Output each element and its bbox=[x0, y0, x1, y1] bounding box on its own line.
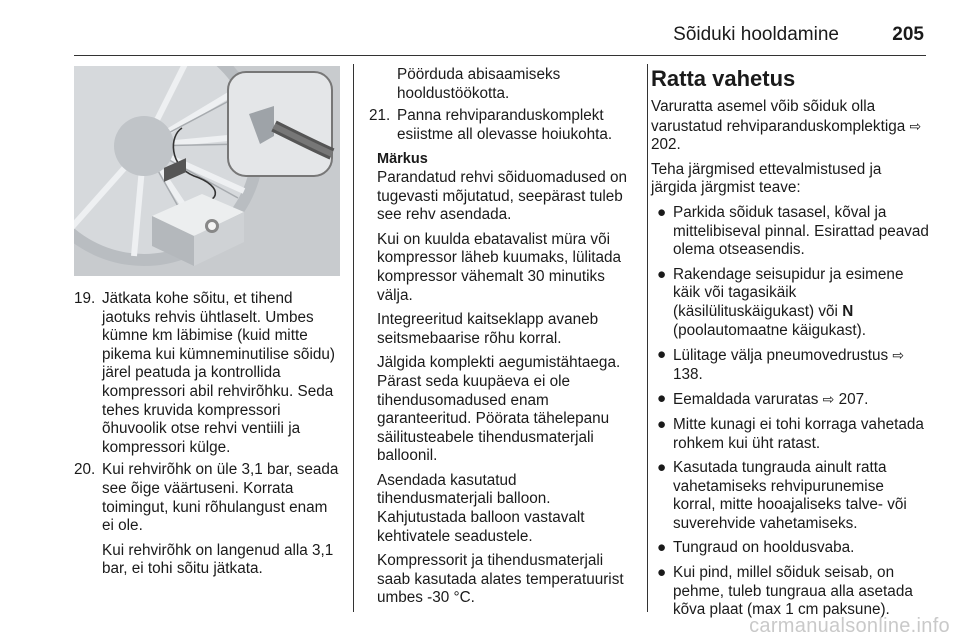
step-subtext: Kui rehvirõhk on langenud alla 3,1 bar, ei tohi sõitu jätkata. bbox=[102, 541, 334, 578]
step-text: Kui rehvirõhk on üle 3,1 bar, seada see õige väärtuseni. Korrata toimingut, kuni rõhulangust enam ei ole. bbox=[102, 461, 339, 535]
step-text: Jätkata kohe sõitu, et tihend jaotuks rehvis ühtlaselt. Umbes kümne km läbimise (kuid mitte pikema kui kümneminutilise sõidu) järel peatuda ja kontrollida kompressori abil rehvirõhku. Seda tehes kruvida kompressori õhuvoolik otse rehvi ventiili ja kompressori külge. bbox=[102, 290, 335, 456]
note-paragraph: Integreeritud kaitseklapp avaneb seitsmebaarise rõhu korral. bbox=[377, 311, 599, 347]
header-title: Sõiduki hooldamine bbox=[673, 24, 839, 45]
intro-page-ref: 202. bbox=[651, 136, 681, 154]
list-item bbox=[651, 564, 929, 620]
column-1 bbox=[74, 290, 342, 583]
step-text: Panna rehviparanduskomplekt esiistme all olevasse hoiukohta. bbox=[397, 107, 613, 143]
step-19 bbox=[74, 290, 342, 457]
valve-detail-inset bbox=[228, 72, 332, 176]
list-item-text: Eemaldada varuratas bbox=[673, 391, 819, 409]
column-3 bbox=[651, 66, 929, 626]
column-2 bbox=[369, 66, 635, 614]
step-text: Pöörduda abisaamiseks hooldustöökotta. bbox=[397, 66, 561, 102]
bullet-icon: ● bbox=[657, 265, 667, 283]
bullet-icon: ● bbox=[657, 346, 667, 364]
step-number: 19. bbox=[74, 290, 96, 307]
intro-text: Varuratta asemel võib sõiduk olla varustatud rehviparanduskomplektiga bbox=[651, 98, 906, 135]
list-item-text: Lülitage välja pneumovedrustus bbox=[673, 347, 889, 365]
note-paragraph: Asendada kasutatud tihendusmaterjali balloon. Kahjutustada balloon vastavalt kehtivatele seadustele. bbox=[377, 471, 585, 545]
list-item-text: Rakendage seisupidur ja esimene käik või tagasikäik (käsilülituskäigukast) või bbox=[673, 265, 904, 320]
bullet-icon: ● bbox=[657, 539, 667, 557]
step-20 bbox=[74, 461, 342, 579]
list-item-text: Mitte kunagi ei tohi korraga vahetada rohkem kui üht ratast. bbox=[673, 415, 924, 452]
gear-label: N bbox=[842, 302, 854, 320]
bullet-icon: ● bbox=[657, 390, 667, 408]
list-item bbox=[651, 266, 929, 340]
page-ref-icon: ⇨ bbox=[822, 391, 835, 408]
tire-compressor-illustration bbox=[74, 66, 340, 276]
page-ref-icon: ⇨ bbox=[892, 347, 905, 364]
list-item bbox=[651, 539, 929, 558]
watermark: carmanualsonline.info bbox=[749, 615, 950, 637]
list-item bbox=[651, 390, 929, 410]
column-divider-1 bbox=[353, 64, 354, 612]
list-item bbox=[651, 459, 929, 533]
list-item-text: Tungraud on hooldusvaba. bbox=[673, 539, 855, 557]
note-paragraph: Jälgida komplekti aegumistähtaega. Pärast seda kuupäeva ei ole tihendusomadused enam garanteeritud. Pöörata tähelepanu säilitusteabele tihendusmaterjali balloonil. bbox=[377, 354, 621, 465]
column-divider-2 bbox=[647, 64, 648, 612]
bullet-icon: ● bbox=[657, 459, 667, 477]
section-title: Ratta vahetus bbox=[651, 66, 796, 91]
header-divider bbox=[74, 55, 926, 56]
note-paragraph: Kompressorit ja tihendusmaterjali saab kasutada alates temperatuurist umbes -30 °C. bbox=[377, 552, 624, 607]
bullet-icon: ● bbox=[657, 203, 667, 221]
note-paragraph: Kui on kuulda ebatavalist müra või kompressor läheb kuumaks, lülitada kompressor vähemalt 30 minutiks välja. bbox=[377, 230, 622, 304]
lead-paragraph: Teha järgmised ettevalmistused ja järgida järgmist teave: bbox=[651, 160, 882, 197]
page-ref-icon: ⇨ bbox=[909, 117, 922, 134]
steps-list-2 bbox=[369, 66, 635, 144]
page-ref: 207. bbox=[838, 391, 869, 409]
list-item-text: Kasutada tungrauda ainult ratta vahetamiseks rehvipurunemise korral, mitte hooajaliseks talve- või suverehvide vahetamiseks. bbox=[673, 459, 907, 532]
note-paragraph: Parandatud rehvi sõiduomadused on tugevasti mõjutatud, seepärast tuleb see rehv asendada. bbox=[377, 168, 628, 224]
list-item-text: Kui pind, millel sõiduk seisab, on pehme, tuleb tungraua alla asetada kõva plaat (max 1 cm paksune). bbox=[673, 564, 913, 619]
list-item bbox=[651, 346, 929, 384]
intro-paragraph bbox=[651, 98, 929, 155]
bullet-icon: ● bbox=[657, 415, 667, 433]
note-block bbox=[369, 150, 635, 608]
bullet-icon: ● bbox=[657, 564, 667, 582]
step-number: 20. bbox=[74, 461, 96, 479]
steps-list-1 bbox=[74, 290, 342, 579]
list-item bbox=[651, 416, 929, 453]
step-number: 21. bbox=[369, 107, 391, 125]
page-ref: 138. bbox=[673, 365, 703, 383]
step-21 bbox=[369, 107, 635, 144]
page-number: 205 bbox=[892, 24, 924, 45]
list-item bbox=[651, 204, 929, 260]
list-item-text: Parkida sõiduk tasasel, kõval ja mittelibiseval pinnal. Esirattad peavad olema otseasendis. bbox=[673, 203, 929, 259]
list-item-tail: (poolautomaatne käigukast). bbox=[673, 321, 867, 339]
step-20-continued bbox=[369, 66, 635, 103]
note-title: Märkus bbox=[377, 151, 428, 168]
preparation-list bbox=[651, 204, 929, 620]
